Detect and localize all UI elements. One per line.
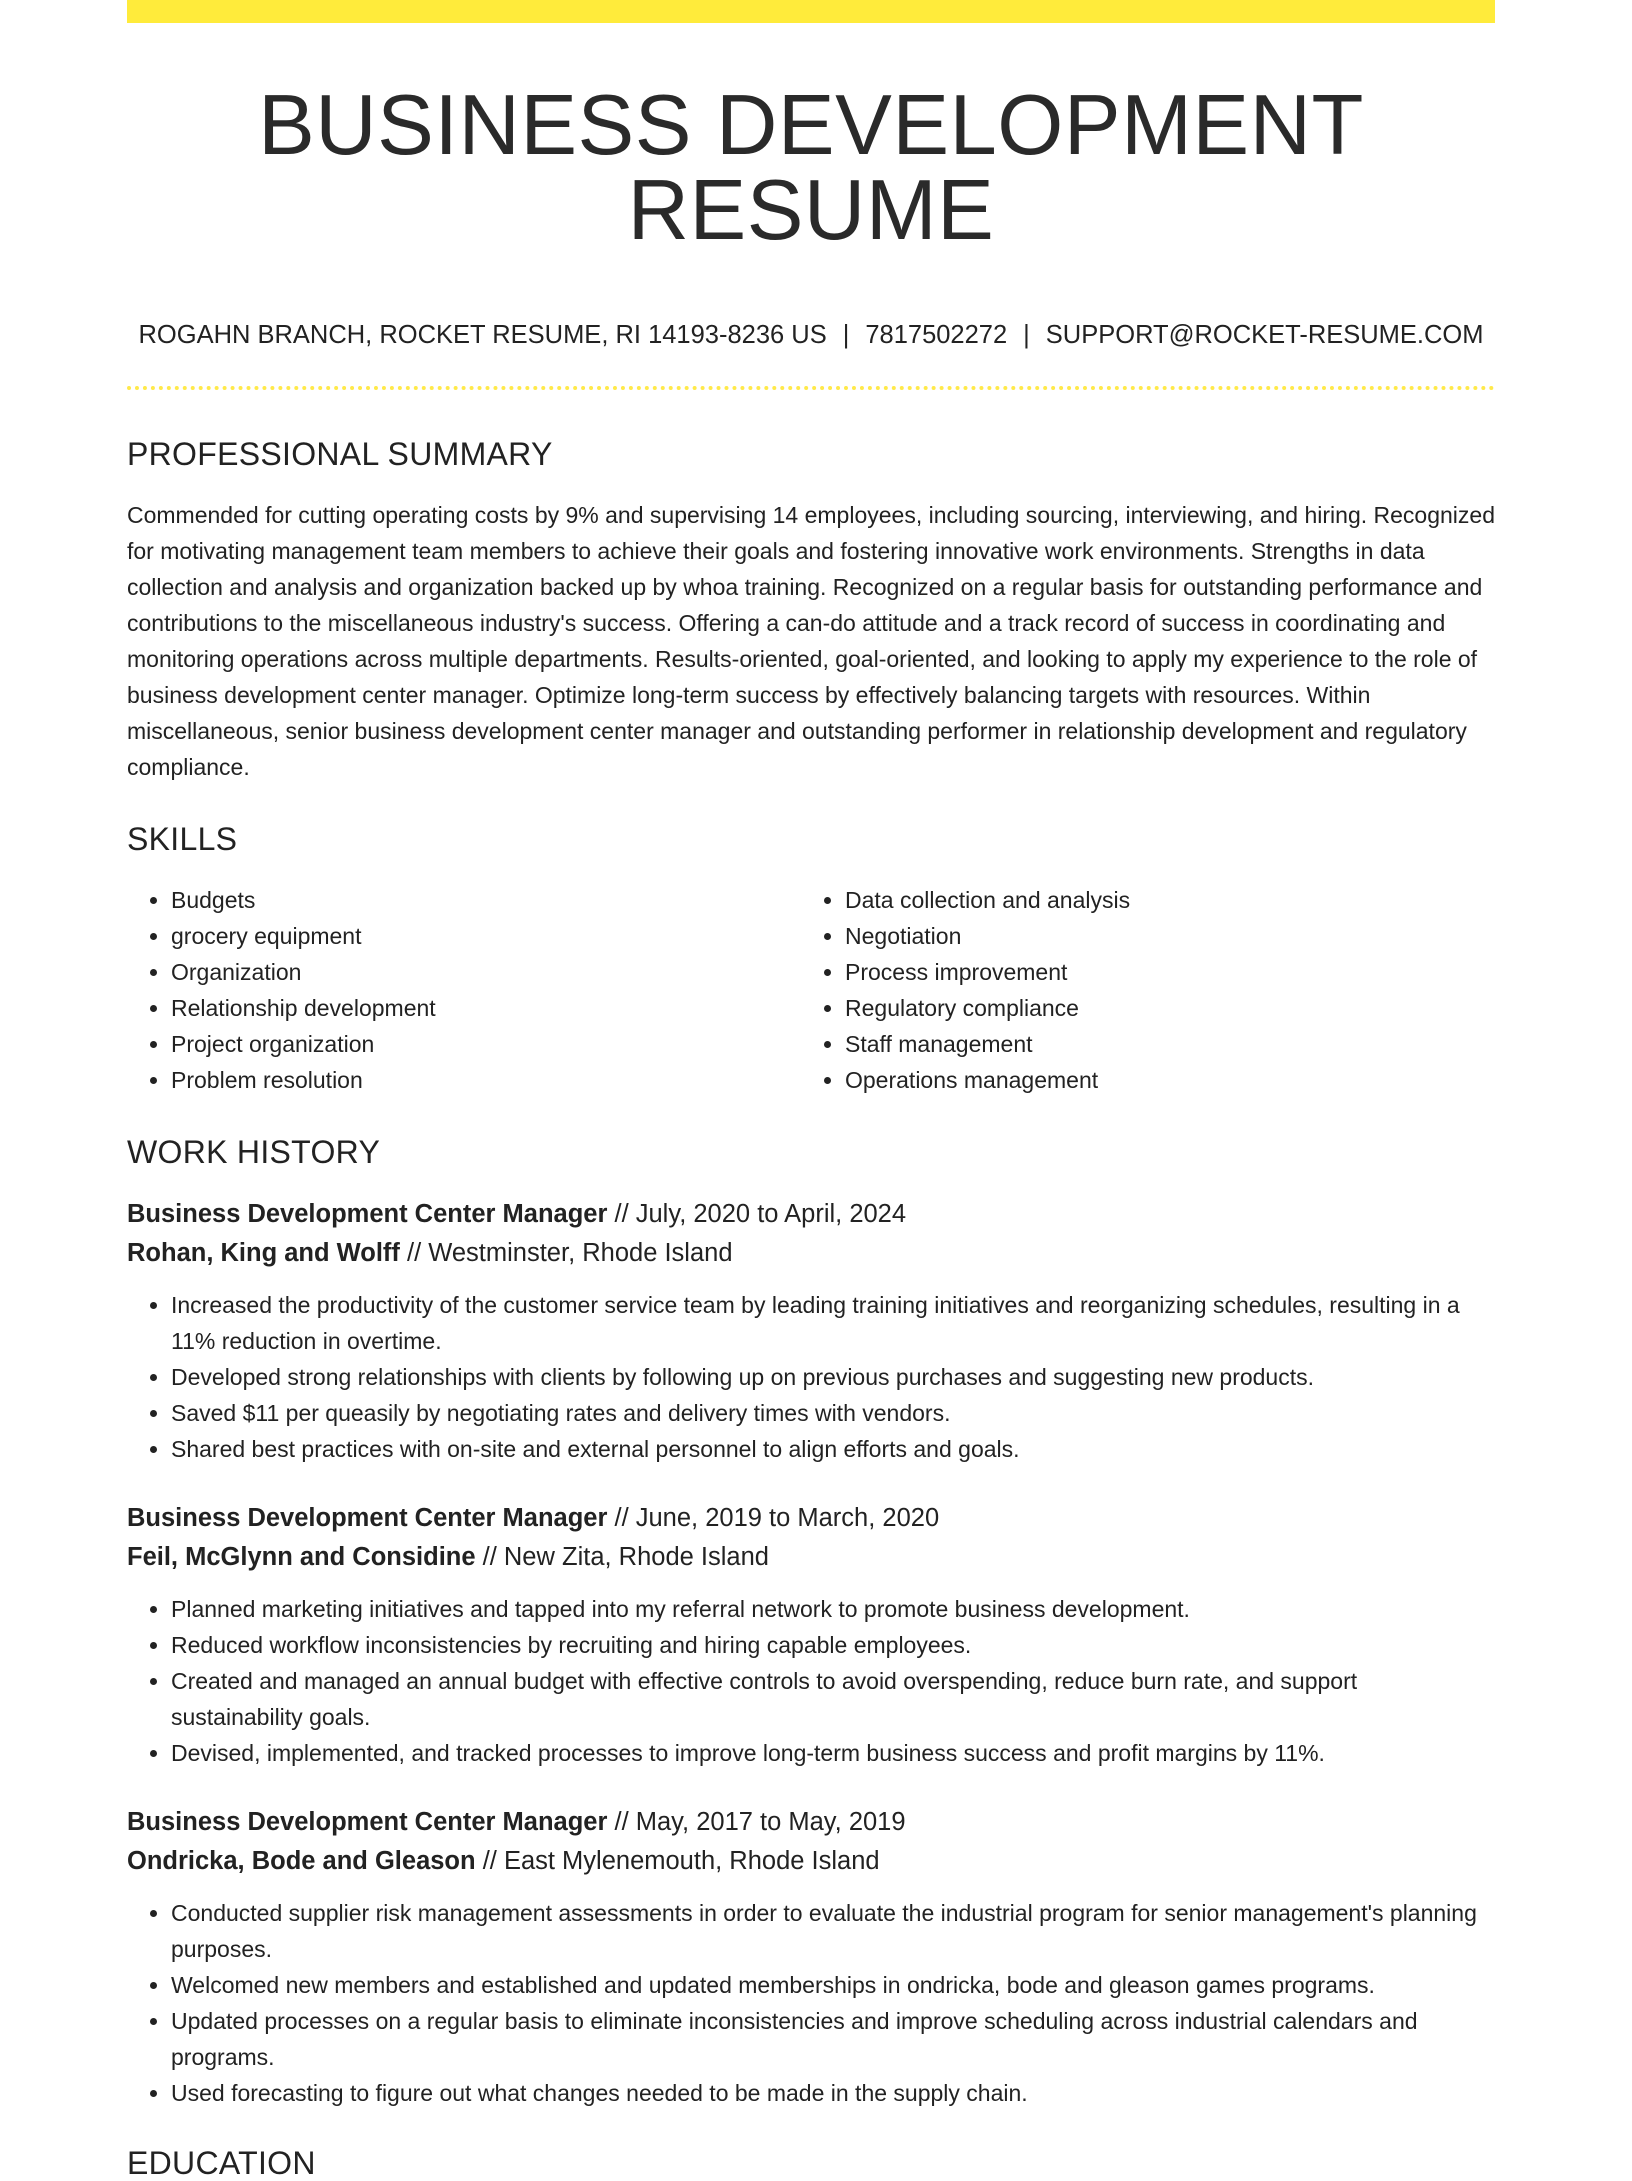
job-bullets xyxy=(127,1895,1495,2111)
skills-columns xyxy=(127,882,1495,1098)
job-title-line xyxy=(127,1499,1495,1538)
job-bullet: • Devised, implemented, and tracked processes to improve long-term business success and profit margins by 11%. xyxy=(171,1735,1495,1771)
job-location: // East Mylenemouth, Rhode Island xyxy=(482,1846,880,1875)
contact-line xyxy=(127,323,1495,349)
summary-text: Commended for cutting operating costs by 9% and supervising 14 employees, including sourcing, interviewing, and hiring. Recognized for motivating management team members to achieve their goals and fostering innovative work environments. Strengths in data collection and analysis and organization backed up by whoa training. Recognized on a regular basis for outstanding performance and contributions to the miscellaneous industry's success. Offering a can-do attitude and a track record of success in coordinating and monitoring operations across multiple departments. Results-oriented, goal-oriented, and looking to apply my experience to the role of business development center manager. Optimize long-term success by effectively balancing targets with resources. Within miscellaneous, senior business development center manager and outstanding performer in relationship development and regulatory compliance. xyxy=(127,501,1495,780)
job-bullets xyxy=(127,1287,1495,1467)
job-bullet: • Planned marketing initiatives and tapped into my referral network to promote business development. xyxy=(171,1591,1495,1627)
skill-item: • Budgets xyxy=(171,882,801,918)
skill-item: • Staff management xyxy=(845,1026,1475,1062)
job-entry xyxy=(127,1803,1495,2111)
work-history-heading: WORK HISTORY xyxy=(127,1133,381,1170)
education-heading: EDUCATION xyxy=(127,2144,316,2181)
job-company-line xyxy=(127,1842,1495,1881)
job-location: // New Zita, Rhode Island xyxy=(482,1542,769,1571)
job-location: // Westminster, Rhode Island xyxy=(407,1238,733,1267)
contact-separator: | xyxy=(1023,321,1030,349)
skill-item: • Relationship development xyxy=(171,990,801,1026)
job-dates: // July, 2020 to April, 2024 xyxy=(614,1199,907,1228)
job-company-line xyxy=(127,1538,1495,1577)
job-dates: // June, 2019 to March, 2020 xyxy=(614,1503,940,1532)
work-history-list xyxy=(127,1195,1495,2111)
skill-item: • Regulatory compliance xyxy=(845,990,1475,1026)
job-bullet: • Updated processes on a regular basis to eliminate inconsistencies and improve scheduling across industrial calendars and programs. xyxy=(171,2003,1495,2075)
job-bullet: • Used forecasting to figure out what changes needed to be made in the supply chain. xyxy=(171,2075,1495,2111)
skill-item: • Operations management xyxy=(845,1062,1475,1098)
job-bullet: • Shared best practices with on-site and external personnel to align efforts and goals. xyxy=(171,1431,1495,1467)
contact-address: ROGAHN BRANCH, ROCKET RESUME, RI 14193-8236 US xyxy=(138,321,827,349)
job-entry xyxy=(127,1499,1495,1771)
dotted-divider xyxy=(127,386,1495,390)
job-entry xyxy=(127,1195,1495,1467)
job-title-line xyxy=(127,1803,1495,1842)
skills-heading: SKILLS xyxy=(127,820,238,857)
skill-item: • grocery equipment xyxy=(171,918,801,954)
job-company: Feil, McGlynn and Considine xyxy=(127,1542,476,1571)
job-bullet: • Saved $11 per queasily by negotiating rates and delivery times with vendors. xyxy=(171,1395,1495,1431)
summary-heading: PROFESSIONAL SUMMARY xyxy=(127,435,553,472)
skills-left-list xyxy=(127,882,801,1098)
contact-separator: | xyxy=(842,321,850,349)
job-title: Business Development Center Manager xyxy=(127,1199,608,1228)
job-bullet: • Welcomed new members and established and updated memberships in ondricka, bode and gleason games programs. xyxy=(171,1967,1495,2003)
skill-item: • Process improvement xyxy=(845,954,1475,990)
skill-item: • Problem resolution xyxy=(171,1062,801,1098)
skill-item: • Negotiation xyxy=(845,918,1475,954)
skills-right-list xyxy=(801,882,1475,1098)
contact-email: SUPPORT@ROCKET-RESUME.COM xyxy=(1045,321,1484,349)
job-bullets xyxy=(127,1591,1495,1771)
accent-bar xyxy=(127,0,1495,23)
skill-item: • Data collection and analysis xyxy=(845,882,1475,918)
contact-phone: 7817502272 xyxy=(865,321,1008,349)
job-bullet: • Developed strong relationships with clients by following up on previous purchases and suggesting new products. xyxy=(171,1359,1495,1395)
job-bullet: • Conducted supplier risk management assessments in order to evaluate the industrial program for senior management's planning purposes. xyxy=(171,1895,1495,1967)
job-bullet: • Increased the productivity of the customer service team by leading training initiatives and reorganizing schedules, resulting in a 11% reduction in overtime. xyxy=(171,1287,1495,1359)
resume-page xyxy=(127,0,1495,2179)
resume-title: BUSINESS DEVELOPMENT RESUME xyxy=(258,78,1364,258)
job-title: Business Development Center Manager xyxy=(127,1503,608,1532)
skill-item: • Organization xyxy=(171,954,801,990)
job-company: Rohan, King and Wolff xyxy=(127,1238,400,1267)
job-title: Business Development Center Manager xyxy=(127,1807,608,1836)
job-bullet: • Created and managed an annual budget with effective controls to avoid overspending, reduce burn rate, and support sustainability goals. xyxy=(171,1663,1495,1735)
skill-item: • Project organization xyxy=(171,1026,801,1062)
job-dates: // May, 2017 to May, 2019 xyxy=(614,1807,906,1836)
job-bullet: • Reduced workflow inconsistencies by recruiting and hiring capable employees. xyxy=(171,1627,1495,1663)
job-company: Ondricka, Bode and Gleason xyxy=(127,1846,476,1875)
job-company-line xyxy=(127,1234,1495,1273)
job-title-line xyxy=(127,1195,1495,1234)
